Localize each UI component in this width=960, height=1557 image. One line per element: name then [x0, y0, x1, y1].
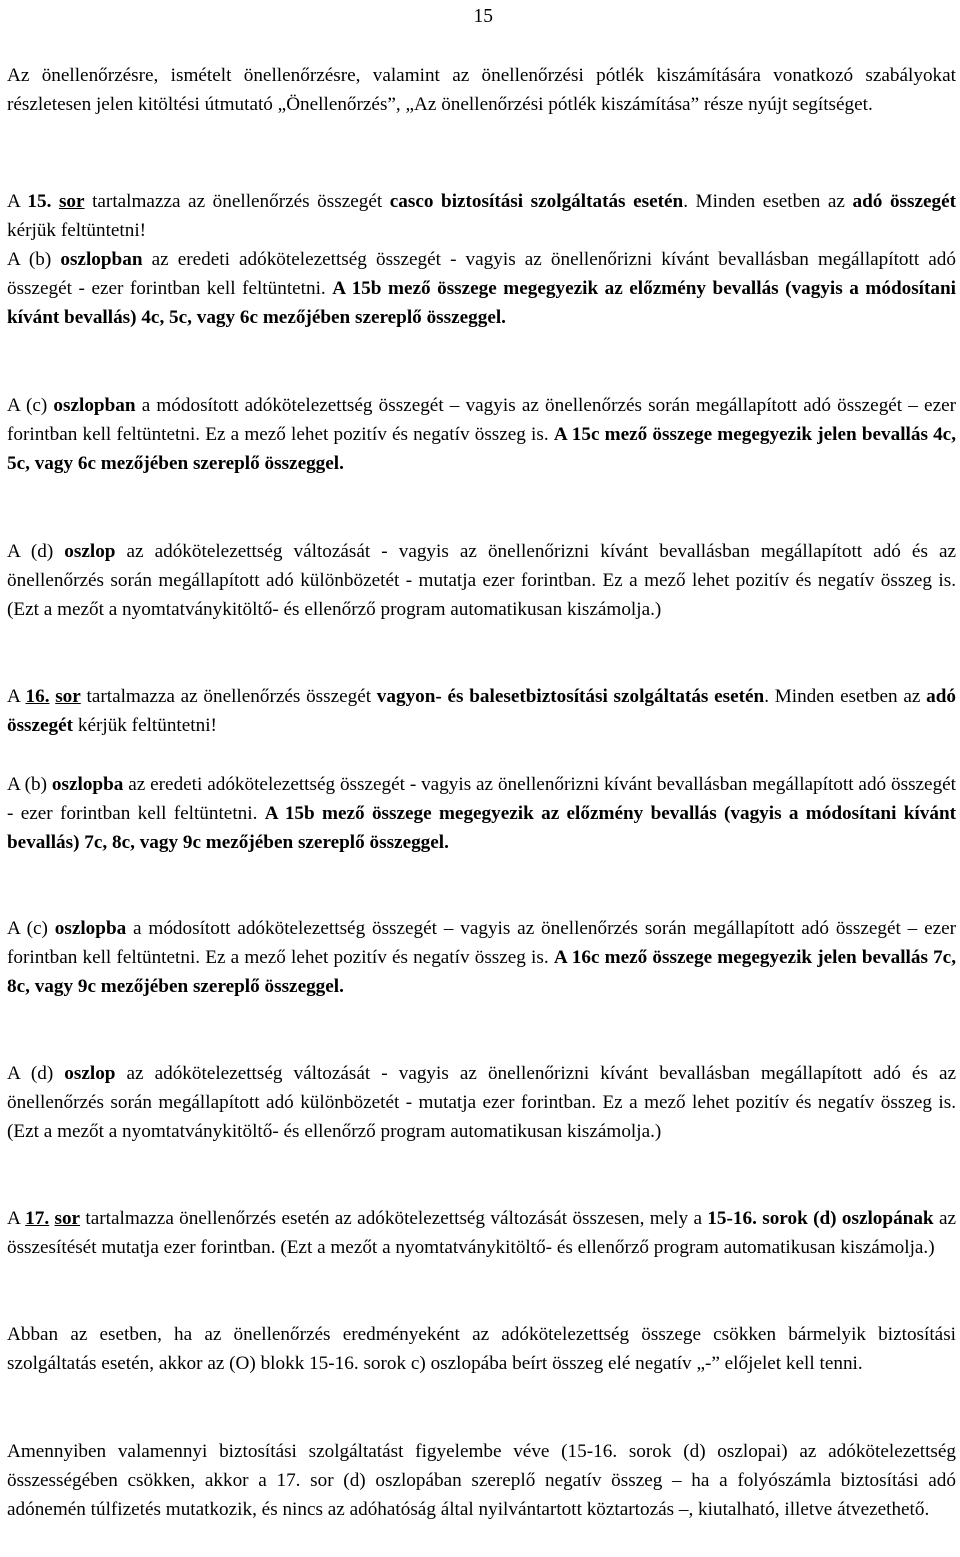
- paragraph-row-15-col-c: A (c) oszlopban a módosított adókötelezettség összegét – vagyis az önellenőrzés során megállapított adó összegét – ezer forintban kell feltüntetni. Ez a mező lehet pozitív és negatív összeg is. A 15c mező összege megegyezik jelen bevallás 4c, 5c, vagy 6c mezőjében szereplő összeggel.: [7, 395, 956, 474]
- paragraph-row-15-col-d: A (d) oszlop az adókötelezettség változását - vagyis az önellenőrizni kívánt bevallásban megállapított adó és az önellenőrzés során megállapított adó különbözetét - mutatja ezer forintban. Ez a mező lehet pozitív és negatív összeg is. (Ezt a mezőt a nyomtatványkitöltő- és ellenőrző program automatikusan kiszámolja.): [7, 541, 956, 620]
- paragraph-intro: Az önellenőrzésre, ismételt önellenőrzésre, valamint az önellenőrzési pótlék kiszámítására vonatkozó szabályokat részletesen jelen kitöltési útmutató „Önellenőrzés”, „Az önellenőrzési pótlék kiszámítása” része nyújt segítséget.: [7, 65, 956, 115]
- page-number: 15: [473, 6, 493, 27]
- paragraph-row-15: A 15. sor tartalmazza az önellenőrzés összegét casco biztosítási szolgáltatás esetén. Minden esetben az adó összegét kérjük feltüntetni!: [7, 191, 957, 241]
- paragraph-row-16-col-d: A (d) oszlop az adókötelezettség változását - vagyis az önellenőrizni kívánt bevallásban megállapított adó és az önellenőrzés során megállapított adó különbözetét - mutatja ezer forintban. Ez a mező lehet pozitív és negatív összeg is. (Ezt a mezőt a nyomtatványkitöltő- és ellenőrző program automatikusan kiszámolja.): [7, 1063, 956, 1142]
- paragraph-decrease-total: Amennyiben valamennyi biztosítási szolgáltatást figyelembe véve (15-16. sorok (d) oszlopai) az adókötelezettség összességében csökken, akkor a 17. sor (d) oszlopában szereplő negatív összeg – ha a folyószámla biztosítási adó adónemén túlfizetés mutatkozik, és nincs az adóhatóság által nyilvántartott köztartozás –, kiutalható, illetve átvezethető.: [7, 1441, 956, 1520]
- paragraph-row-16-col-b: A (b) oszlopba az eredeti adókötelezettség összegét - vagyis az önellenőrizni kívánt bevallásban megállapított adó összegét - ezer forintban kell feltüntetni. A 15b mező összege megegyezik az előzmény bevallás (vagyis a módosítani kívánt bevallás) 7c, 8c, vagy 9c mezőjében szereplő összeggel.: [7, 774, 957, 853]
- paragraph-row-16-col-c: A (c) oszlopba a módosított adókötelezettség összegét – vagyis az önellenőrzés során megállapított adó összegét – ezer forintban kell feltüntetni. Ez a mező lehet pozitív és negatív összeg is. A 16c mező összege megegyezik jelen bevallás 7c, 8c, vagy 9c mezőjében szereplő összeggel.: [7, 918, 957, 997]
- paragraph-row-17: A 17. sor tartalmazza önellenőrzés esetén az adókötelezettség változását összesen, mely a 15-16. sorok (d) oszlopának az összesítését mutatja ezer forintban. (Ezt a mezőt a nyomtatványkitöltő- és ellenőrző program automatikusan kiszámolja.): [7, 1208, 956, 1258]
- paragraph-row-15-col-b: A (b) oszlopban az eredeti adókötelezettség összegét - vagyis az önellenőrizni kívánt bevallásban megállapított adó összegét - ezer forintban kell feltüntetni. A 15b mező összege megegyezik az előzmény bevallás (vagyis a módosítani kívánt bevallás) 4c, 5c, vagy 6c mezőjében szereplő összeggel.: [7, 249, 956, 328]
- paragraph-negative-sign: Abban az esetben, ha az önellenőrzés eredményeként az adókötelezettség összege csökken bármelyik biztosítási szolgáltatás esetén, akkor az (O) blokk 15-16. sorok c) oszlopába beírt összeg elé negatív „-” előjelet kell tenni.: [7, 1324, 956, 1374]
- paragraph-row-16: A 16. sor tartalmazza az önellenőrzés összegét vagyon- és balesetbiztosítási szolgáltatás esetén. Minden esetben az adó összegét kérjük feltüntetni!: [7, 686, 956, 736]
